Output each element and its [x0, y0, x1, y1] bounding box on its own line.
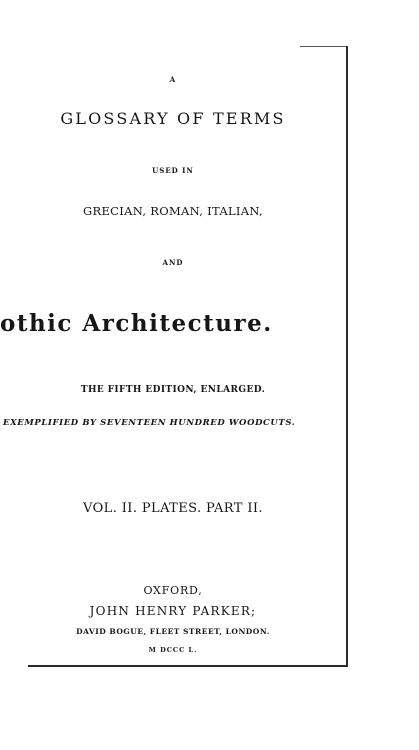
page-rule-bottom: [28, 665, 348, 667]
used-in-label: USED IN: [152, 166, 194, 175]
main-title: GLOSSARY OF TERMS: [60, 109, 286, 128]
page-rule-right: [346, 46, 348, 666]
volume-statement: VOL. II. PLATES. PART II.: [83, 501, 263, 516]
title-article: A: [169, 75, 177, 84]
gothic-architecture-heading: othic Architecture.: [0, 310, 273, 337]
edition-statement: THE FIFTH EDITION, ENLARGED.: [80, 385, 266, 395]
and-label: AND: [162, 258, 184, 267]
page-rule-top: [300, 46, 348, 47]
imprint-publisher: JOHN HENRY PARKER;: [89, 604, 257, 618]
imprint-agent: DAVID BOGUE, FLEET STREET, LONDON.: [76, 627, 270, 636]
woodcuts-statement: EXEMPLIFIED BY SEVENTEEN HUNDRED WOODCUTS.: [3, 418, 296, 428]
architecture-styles: GRECIAN, ROMAN, ITALIAN,: [83, 204, 263, 218]
imprint-year: M DCCC L.: [148, 646, 198, 654]
imprint-city: OXFORD,: [143, 584, 203, 597]
